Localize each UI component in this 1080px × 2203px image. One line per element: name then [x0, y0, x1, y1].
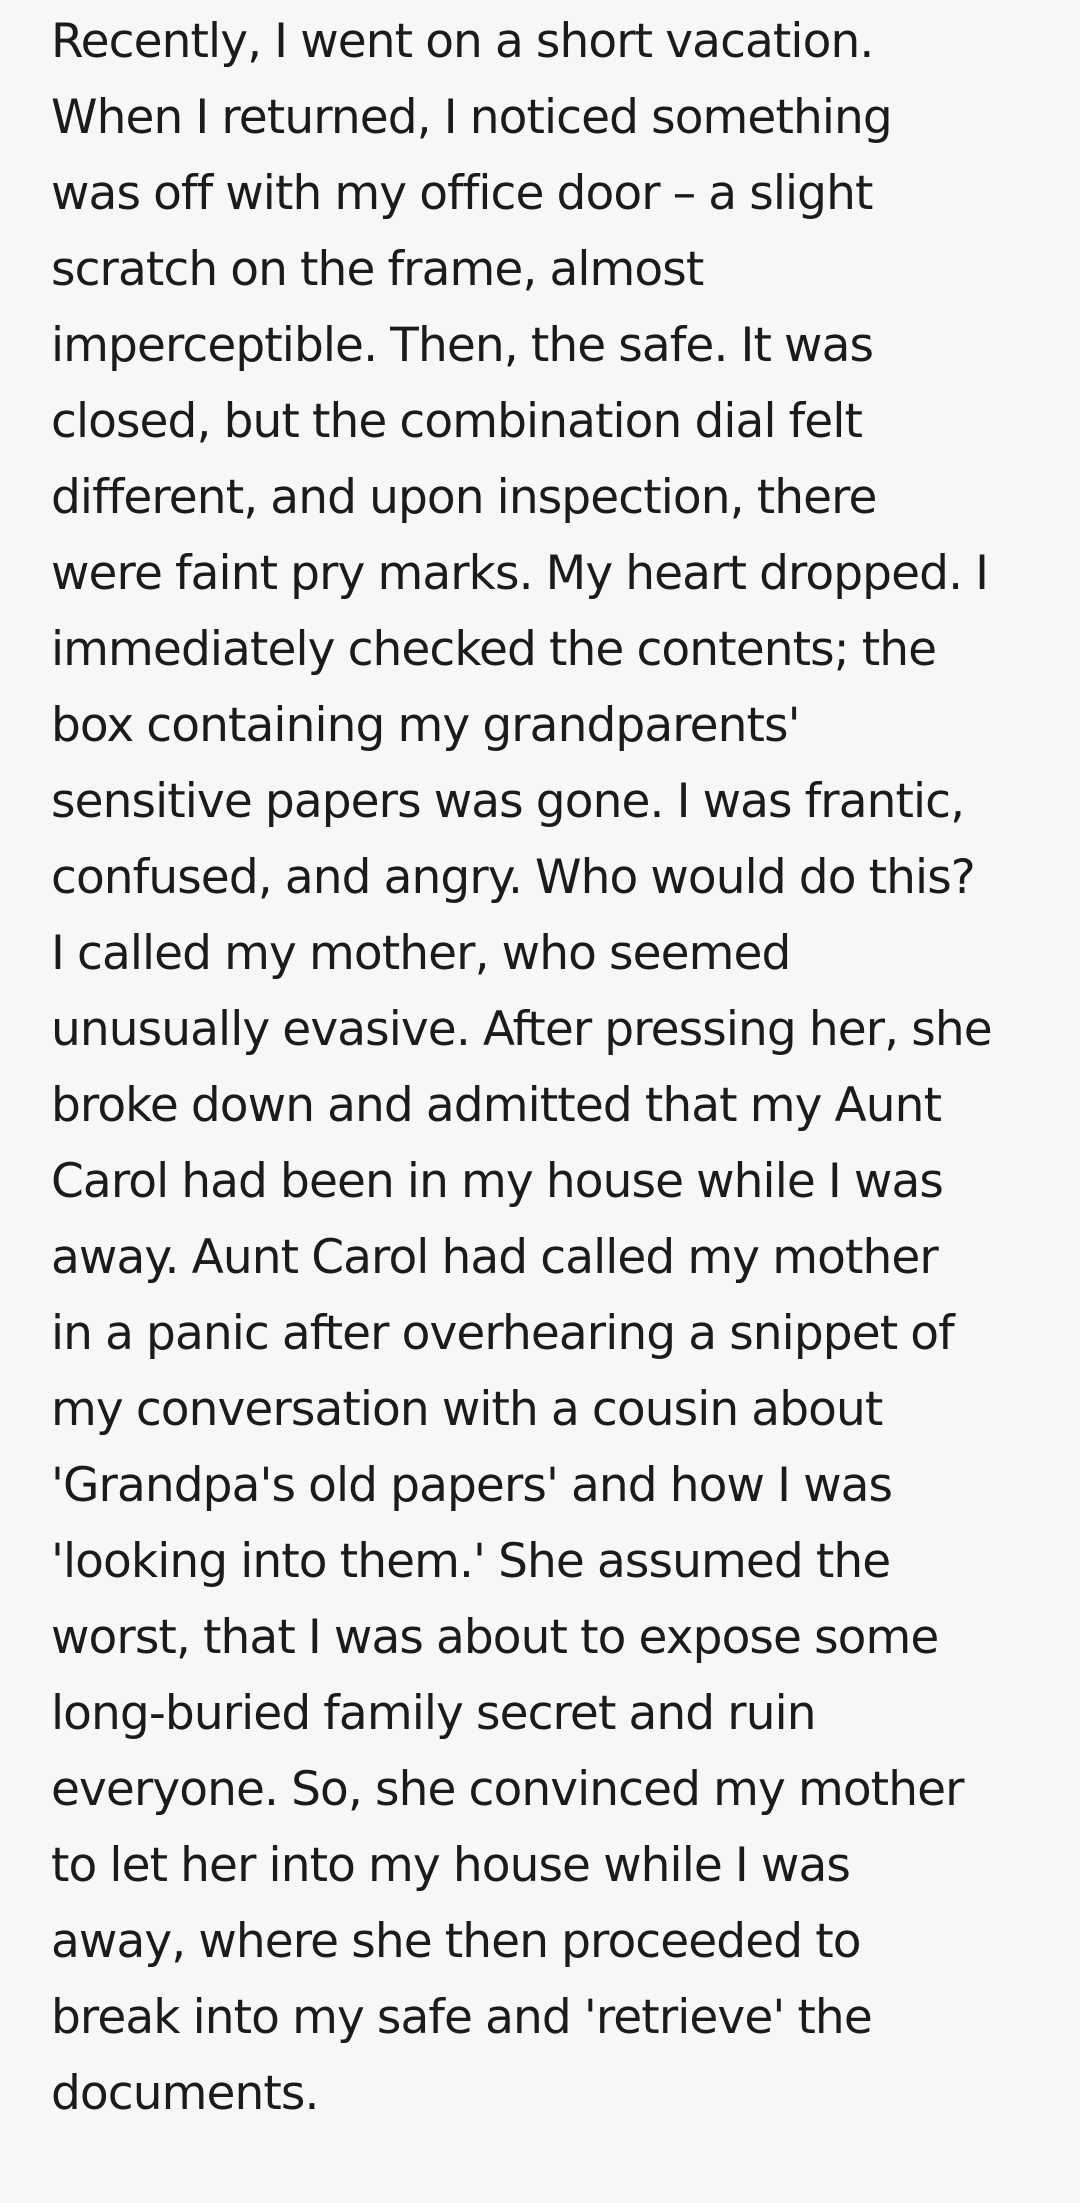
story-line: immediately checked the contents; the [51, 622, 937, 677]
story-line: different, and upon inspection, there [51, 470, 877, 525]
story-line: long-buried family secret and ruin [51, 1686, 816, 1741]
story-line: away, where she then proceeded to [51, 1914, 861, 1969]
story-line: worst, that I was about to expose some [51, 1610, 939, 1665]
story-line: When I returned, I noticed something [51, 90, 892, 145]
story-line: confused, and angry. Who would do this? [51, 850, 975, 905]
story-line: Recently, I went on a short vacation. [51, 14, 874, 69]
story-line: unusually evasive. After pressing her, she [51, 1002, 992, 1057]
story-line: away. Aunt Carol had called my mother [51, 1230, 938, 1285]
story-line: 'Grandpa's old papers' and how I was [51, 1458, 893, 1513]
story-line: my conversation with a cousin about [51, 1382, 883, 1437]
story-line: closed, but the combination dial felt [51, 394, 863, 449]
story-line: in a panic after overhearing a snippet of [51, 1306, 954, 1361]
story-line: I called my mother, who seemed [51, 926, 791, 981]
story-line: were faint pry marks. My heart dropped. I [51, 546, 989, 601]
story-text-block [51, 4, 1061, 2132]
story-line: scratch on the frame, almost [51, 242, 704, 297]
story-line: broke down and admitted that my Aunt [51, 1078, 942, 1133]
story-line: documents. [51, 2066, 319, 2121]
story-line: sensitive papers was gone. I was frantic, [51, 774, 965, 829]
story-line: Carol had been in my house while I was [51, 1154, 943, 1209]
story-line: break into my safe and 'retrieve' the [51, 1990, 872, 2045]
story-line: 'looking into them.' She assumed the [51, 1534, 891, 1589]
story-line: imperceptible. Then, the safe. It was [51, 318, 874, 373]
story-line: everyone. So, she convinced my mother [51, 1762, 964, 1817]
story-line: was off with my office door – a slight [51, 166, 873, 221]
story-line: to let her into my house while I was [51, 1838, 850, 1893]
story-line: box containing my grandparents' [51, 698, 800, 753]
